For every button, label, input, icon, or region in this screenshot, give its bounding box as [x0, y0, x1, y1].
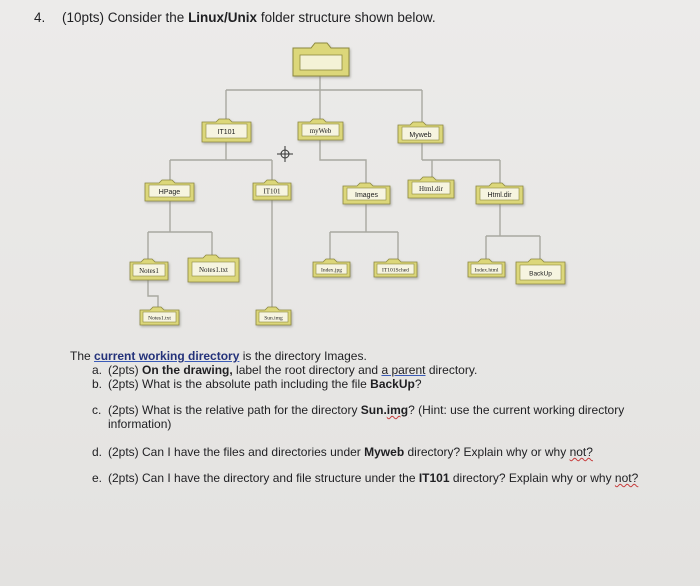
folder-notes1txt: [188, 255, 239, 282]
label-index-html: Index.html: [474, 267, 499, 274]
question-rest: folder structure shown below.: [257, 10, 436, 25]
item-e-pre: (2pts) Can I have the directory and file structure under the: [108, 471, 419, 485]
item-c-bold: Sun.: [360, 403, 387, 417]
folder-it101-b: [253, 180, 291, 200]
item-b-pre: (2pts) What is the absolute path including the file: [108, 377, 371, 391]
item-b: [92, 377, 422, 391]
label-notes1txt-b: Notes1.txt: [148, 315, 171, 322]
item-e-mid: directory? Explain why or why: [449, 471, 615, 485]
root-folder-icon: [293, 43, 349, 76]
item-e: [92, 471, 638, 485]
folder-myweb-lower: [298, 119, 343, 140]
item-d: [92, 445, 593, 459]
folder-notes1: [130, 259, 168, 280]
item-a-bold: On the drawing,: [142, 363, 233, 377]
item-a-link[interactable]: a parent: [381, 363, 426, 377]
label-it101sched: IT101Sched: [382, 267, 409, 274]
item-c: [92, 403, 624, 417]
item-c-line2: information): [108, 417, 172, 431]
item-e-red: not?: [614, 471, 639, 485]
label-myweb-lower: myWeb: [309, 127, 332, 135]
intro-lead: The: [70, 349, 95, 363]
question-points: (10pts) Consider the: [62, 10, 189, 25]
folder-html-dir-1: [408, 177, 454, 198]
label-sun-img: Sun.img: [264, 315, 283, 322]
folder-images: [343, 183, 390, 204]
folder-index-html: [468, 259, 505, 277]
label-myweb: Myweb: [409, 132, 432, 139]
folder-myweb: [398, 122, 443, 143]
item-b-letter: b.: [92, 377, 103, 391]
move-cursor-icon: [277, 146, 293, 162]
label-it101: IT101: [217, 129, 236, 136]
folder-notes1txt-b: [140, 307, 179, 325]
label-it101-b: IT101: [263, 187, 281, 196]
item-a: [92, 363, 477, 377]
item-a-tail: directory.: [425, 363, 478, 377]
folder-it101: [202, 119, 251, 142]
item-c-letter: c.: [92, 403, 102, 417]
question-number: 4.: [34, 10, 46, 25]
label-notes1: Notes1: [139, 267, 159, 275]
folder-sun-img: [256, 307, 291, 325]
folder-html-dir-2: [476, 183, 523, 204]
label-images: Images: [355, 192, 378, 199]
intro-link-cwd[interactable]: current working directory: [94, 349, 240, 363]
label-index-jpg: Index.jpg: [321, 267, 342, 274]
label-notes1txt: Notes1.txt: [199, 266, 228, 274]
item-b-bold: BackUp: [370, 377, 415, 391]
label-html-dir-2: Html.dir: [487, 192, 512, 199]
intro-tail: is the directory Images.: [239, 349, 367, 363]
folder-index-jpg: [313, 259, 350, 277]
question-bold-os: Linux/Unix: [188, 10, 258, 25]
item-a-mid: label the root directory and: [232, 363, 382, 377]
item-c-tail: ? (Hint: use the current working directory: [408, 403, 625, 417]
item-d-mid: directory? Explain why or why: [404, 445, 570, 459]
item-b-tail: ?: [414, 377, 422, 391]
label-hpage: HPage: [158, 189, 181, 196]
folder-it101sched: [374, 259, 417, 277]
item-e-letter: e.: [92, 471, 103, 485]
folder-backup: [516, 259, 565, 284]
item-c-bold-red: img: [386, 403, 409, 417]
item-a-pre: (2pts): [108, 363, 143, 377]
item-d-pre: (2pts) Can I have the files and directories under: [108, 445, 365, 459]
item-c-pre: (2pts) What is the relative path for the directory: [108, 403, 361, 417]
label-backup: BackUp: [529, 270, 552, 278]
item-e-bold: IT101: [418, 471, 450, 485]
item-d-bold: Myweb: [364, 445, 405, 459]
label-html-dir-1: Html.dir: [419, 185, 443, 193]
folder-hpage: [145, 180, 194, 201]
intro-line: [70, 349, 367, 363]
item-a-letter: a.: [92, 363, 103, 377]
item-d-letter: d.: [92, 445, 103, 459]
item-d-red: not?: [569, 445, 593, 459]
